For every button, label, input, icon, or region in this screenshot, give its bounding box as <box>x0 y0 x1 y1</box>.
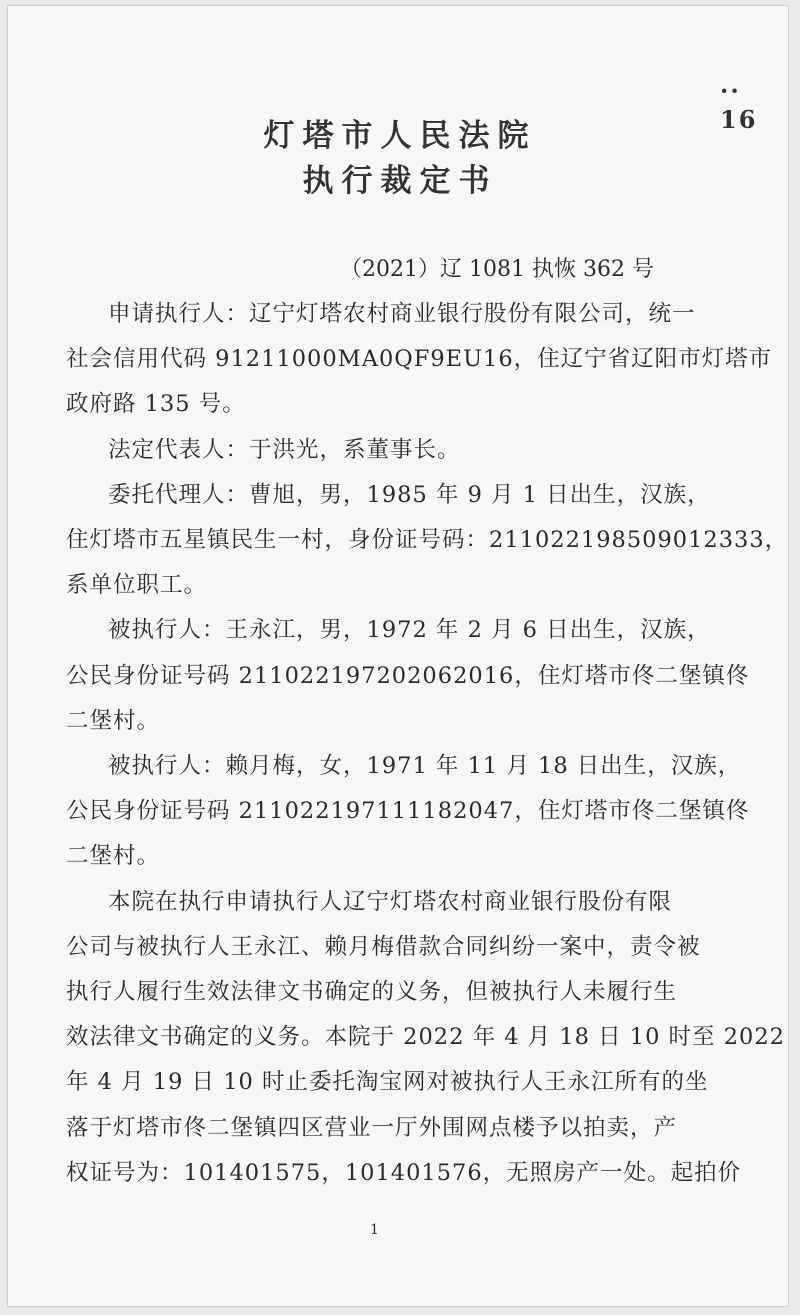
text-line: 本院在执行申请执行人辽宁灯塔农村商业银行股份有限 <box>108 888 673 915</box>
corner-page-mark: ·· 16 <box>720 76 758 134</box>
court-name-title: 灯塔市人民法院 <box>263 118 537 154</box>
text-line: 住灯塔市五星镇民生一村，身份证号码：211022198509012333， <box>66 527 789 553</box>
text-line: 效法律文书确定的义务。本院于 2022 年 4 月 18 日 10 时至 2022 <box>66 1024 785 1051</box>
text-line: 政府路 135 号。 <box>66 391 246 418</box>
case-number: （2021）辽 1081 执恢 362 号 <box>340 257 654 282</box>
page-number: 1 <box>370 1222 379 1238</box>
text-line: 社会信用代码 91211000MA0QF9EU16，住辽宁省辽阳市灯塔市 <box>66 346 773 373</box>
text-line: 执行人履行生效法律文书确定的义务，但被执行人未履行生 <box>66 979 678 1005</box>
text-line: 公民身份证号码 211022197111182047，住灯塔市佟二堡镇佟 <box>66 798 750 825</box>
text-line: 被执行人：赖月梅，女，1971 年 11 月 18 日出生，汉族， <box>108 753 742 779</box>
text-line: 委托代理人：曹旭，男，1985 年 9 月 1 日出生，汉族， <box>108 481 711 508</box>
text-line: 二堡村。 <box>66 707 161 734</box>
text-line: 公司与被执行人王永江、赖月梅借款合同纠纷一案中，责令被 <box>66 933 701 960</box>
text-line: 落于灯塔市佟二堡镇四区营业一厅外围网点楼予以拍卖，产 <box>66 1114 678 1141</box>
text-line: 法定代表人：于洪光，系董事长。 <box>108 436 461 463</box>
text-line: 系单位职工。 <box>66 572 208 599</box>
text-line: 被执行人：王永江，男，1972 年 2 月 6 日出生，汉族， <box>108 617 711 644</box>
text-line: 二堡村。 <box>66 843 161 870</box>
document-type-title: 执行裁定书 <box>302 163 498 199</box>
text-line: 公民身份证号码 211022197202062016，住灯塔市佟二堡镇佟 <box>66 662 750 689</box>
text-line: 年 4 月 19 日 10 时止委托淘宝网对被执行人王永江所有的坐 <box>66 1069 709 1096</box>
text-line: 权证号为：101401575，101401576，无照房产一处。起拍价 <box>66 1159 742 1186</box>
text-line: 申请执行人：辽宁灯塔农村商业银行股份有限公司，统一 <box>108 301 696 327</box>
